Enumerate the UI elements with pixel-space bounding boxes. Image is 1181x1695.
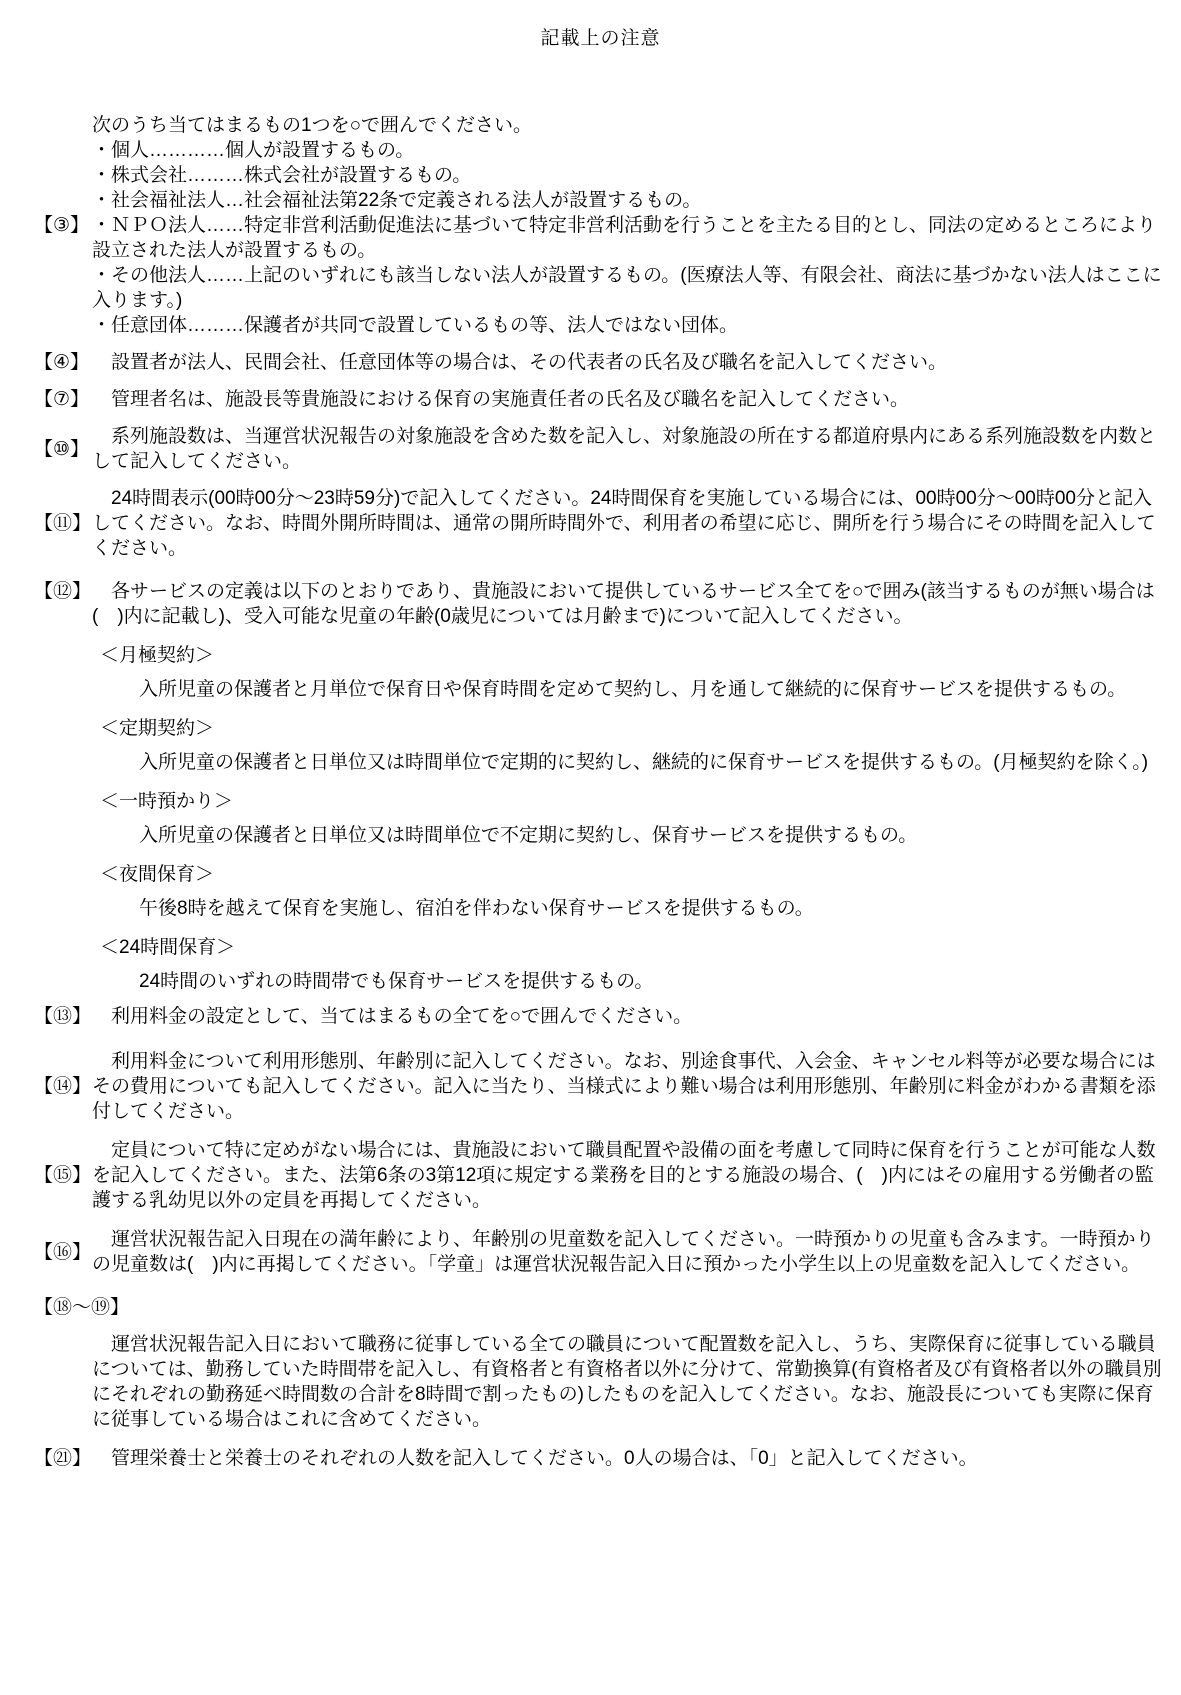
- section-3: [34, 113, 1167, 338]
- section-13-label-col: [34, 1004, 92, 1029]
- section-12-content: [92, 579, 1167, 629]
- item-number-label-7: 【⑦】: [34, 389, 90, 410]
- section-15-label-col: [34, 1138, 92, 1213]
- section-12: [34, 579, 1167, 629]
- definition-night-care: [92, 862, 1167, 921]
- item-number-label-16: 【⑯】: [34, 1241, 92, 1263]
- section-7-label-col: [34, 387, 92, 412]
- section-18-19-text: 運営状況報告記入日において職務に従事している全ての職員について配置数を記入し、うち、実際保育に従事している職員については、勤務していた時間帯を記入し、有資格者と有資格者以外に分けて、常勤換算(有資格者及び有資格者以外の職員別にそれぞれの勤務延べ時間数の合計を8時間で割ったもの)したものを記入してください。なお、施設長についても実際に保育に従事している場合はこれに含めてください。: [92, 1334, 1162, 1430]
- item-number-label-4: 【④】: [34, 352, 90, 373]
- section-14-content: [92, 1049, 1167, 1124]
- section-10-text: 系列施設数は、当運営状況報告の対象施設を含めた数を記入し、対象施設の所在する都道府県内にある系列施設数を内数として記入してください。: [92, 426, 1157, 472]
- section-14-label-col: [34, 1049, 92, 1124]
- item-number-label-3: 【③】: [34, 215, 90, 236]
- section-16-content: [92, 1227, 1167, 1277]
- definition-desc: 24時間のいずれの時間帯でも保育サービスを提供するもの。: [139, 971, 654, 992]
- definition-monthly-contract: [92, 643, 1167, 702]
- section-18-19-content: [92, 1332, 1167, 1432]
- section-16: [34, 1227, 1167, 1277]
- section-3-intro: 次のうち当てはまるもの1つを○で囲んでください。: [92, 115, 533, 136]
- item-number-label-14: 【⑭】: [34, 1076, 92, 1097]
- section-15-text: 定員について特に定めがない場合には、貴施設において職員配置や設備の面を考慮して同時に保育を行うことが可能な人数を記入してください。また、法第6条の3第12項に規定する業務を目的とする施設の場合、( )内にはその雇用する労働者の監護する乳幼児以外の定員を再掲してください。: [92, 1140, 1156, 1211]
- definition-24hour-care: [92, 935, 1167, 994]
- section-15-content: [92, 1138, 1167, 1213]
- item-number-label-21: 【㉑】: [34, 1448, 92, 1469]
- section-7: [34, 387, 1167, 412]
- definition-desc: 入所児童の保護者と日単位又は時間単位で不定期に契約し、保育サービスを提供するもの。: [139, 825, 918, 846]
- item-number-label-11: 【⑪】: [34, 513, 92, 534]
- section-18-19: [34, 1295, 1167, 1432]
- section-11-label-col: [34, 486, 92, 561]
- section-11: [34, 486, 1167, 561]
- section-16-label-col: [34, 1227, 92, 1277]
- section-4-text: 設置者が法人、民間会社、任意団体等の場合は、その代表者の氏名及び職名を記入してください。: [111, 352, 948, 373]
- section-11-content: [92, 486, 1167, 561]
- page-title: 記載上の注意: [540, 28, 661, 49]
- bullet-npo: ・ＮＰＯ法人……特定非営利活動促進法に基づいて特定非営利活動を行うことを主たる目的とし、同法の定めるところにより設立された法人が設置するもの。: [92, 215, 1157, 261]
- section-13-text: 利用料金の設定として、当てはまるもの全てを○で囲んでください。: [111, 1006, 693, 1027]
- section-3-label-col: [34, 113, 92, 338]
- section-7-text: 管理者名は、施設長等貴施設における保育の実施責任者の氏名及び職名を記入してください。: [111, 389, 910, 410]
- definition-term: ＜月極契約＞: [100, 645, 215, 666]
- section-4-content: [92, 350, 1167, 375]
- bullet-sonota: ・その他法人……上記のいずれにも該当しない法人が設置するもの。(医療法人等、有限会社、商法に基づかない法人はここに入ります。): [92, 265, 1162, 311]
- definition-desc: 午後8時を越えて保育を実施し、宿泊を伴わない保育サービスを提供するもの。: [139, 898, 814, 919]
- definition-periodic-contract: [92, 716, 1167, 775]
- section-16-text: 運営状況報告記入日現在の満年齢により、年齢別の児童数を記入してください。一時預かりの児童も含みます。一時預かりの児童数は( )内に再掲してください。「学童」は運営状況報告記入日に預かった小学生以上の児童数を記入してください。: [92, 1229, 1155, 1275]
- section-11-text: 24時間表示(00時00分～23時59分)で記入してください。24時間保育を実施している場合には、00時00分～00時00分と記入してください。なお、時間外開所時間は、通常の開所時間外で、利用者の希望に応じ、開所を行う場合にその時間を記入してください。: [92, 488, 1156, 559]
- section-7-content: [92, 387, 1167, 412]
- item-number-label-10: 【⑩】: [34, 438, 90, 460]
- item-number-label-12: 【⑫】: [34, 581, 92, 602]
- definition-term: ＜一時預かり＞: [100, 791, 234, 812]
- section-12-text: 各サービスの定義は以下のとおりであり、貴施設において提供しているサービス全てを○で囲み(該当するものが無い場合は( )内に記載し)、受入可能な児童の年齢(0歳児については月齢まで)について記入してください。: [92, 581, 1155, 627]
- item-number-label-18-19: 【⑱～⑲】: [34, 1297, 130, 1318]
- section-4: [34, 350, 1167, 375]
- section-10-label-col: [34, 424, 92, 474]
- bullet-shakaifukushi: ・社会福祉法人…社会福祉法第22条で定義される法人が設置するもの。: [92, 190, 702, 211]
- bullet-nini: ・任意団体………保護者が共同で設置しているもの等、法人ではない団体。: [92, 315, 739, 336]
- definition-term: ＜夜間保育＞: [100, 864, 215, 885]
- section-13-content: [92, 1004, 1167, 1029]
- definition-term: ＜定期契約＞: [100, 718, 215, 739]
- definition-desc: 入所児童の保護者と月単位で保育日や保育時間を定めて契約し、月を通して継続的に保育サービスを提供するもの。: [139, 679, 1127, 700]
- section-21-content: [92, 1446, 1167, 1471]
- bullet-kojin: ・個人…………個人が設置するもの。: [92, 140, 415, 161]
- definition-term: ＜24時間保育＞: [100, 937, 236, 958]
- section-21-text: 管理栄養士と栄養士のそれぞれの人数を記入してください。0人の場合は、「0」と記入してください。: [111, 1448, 978, 1469]
- bullet-kabushiki: ・株式会社………株式会社が設置するもの。: [92, 165, 472, 186]
- section-13: [34, 1004, 1167, 1029]
- section-10-content: [92, 424, 1167, 474]
- section-3-content: [92, 113, 1167, 338]
- definition-temporary-care: [92, 789, 1167, 848]
- item-number-label-13: 【⑬】: [34, 1006, 92, 1027]
- section-15: [34, 1138, 1167, 1213]
- section-12-label-col: [34, 579, 92, 629]
- section-10: [34, 424, 1167, 474]
- section-4-label-col: [34, 350, 92, 375]
- section-14: [34, 1049, 1167, 1124]
- section-21: [34, 1446, 1167, 1471]
- item-number-label-15: 【⑮】: [34, 1165, 92, 1186]
- service-definitions: [92, 643, 1167, 994]
- section-21-label-col: [34, 1446, 92, 1471]
- section-14-text: 利用料金について利用形態別、年齢別に記入してください。なお、別途食事代、入会金、キャンセル料等が必要な場合にはその費用についても記入してください。記入に当たり、当様式により難い場合は利用形態別、年齢別に料金がわかる書類を添付してください。: [92, 1051, 1156, 1122]
- definition-desc: 入所児童の保護者と日単位又は時間単位で定期的に契約し、継続的に保育サービスを提供するもの。(月極契約を除く。): [139, 752, 1149, 773]
